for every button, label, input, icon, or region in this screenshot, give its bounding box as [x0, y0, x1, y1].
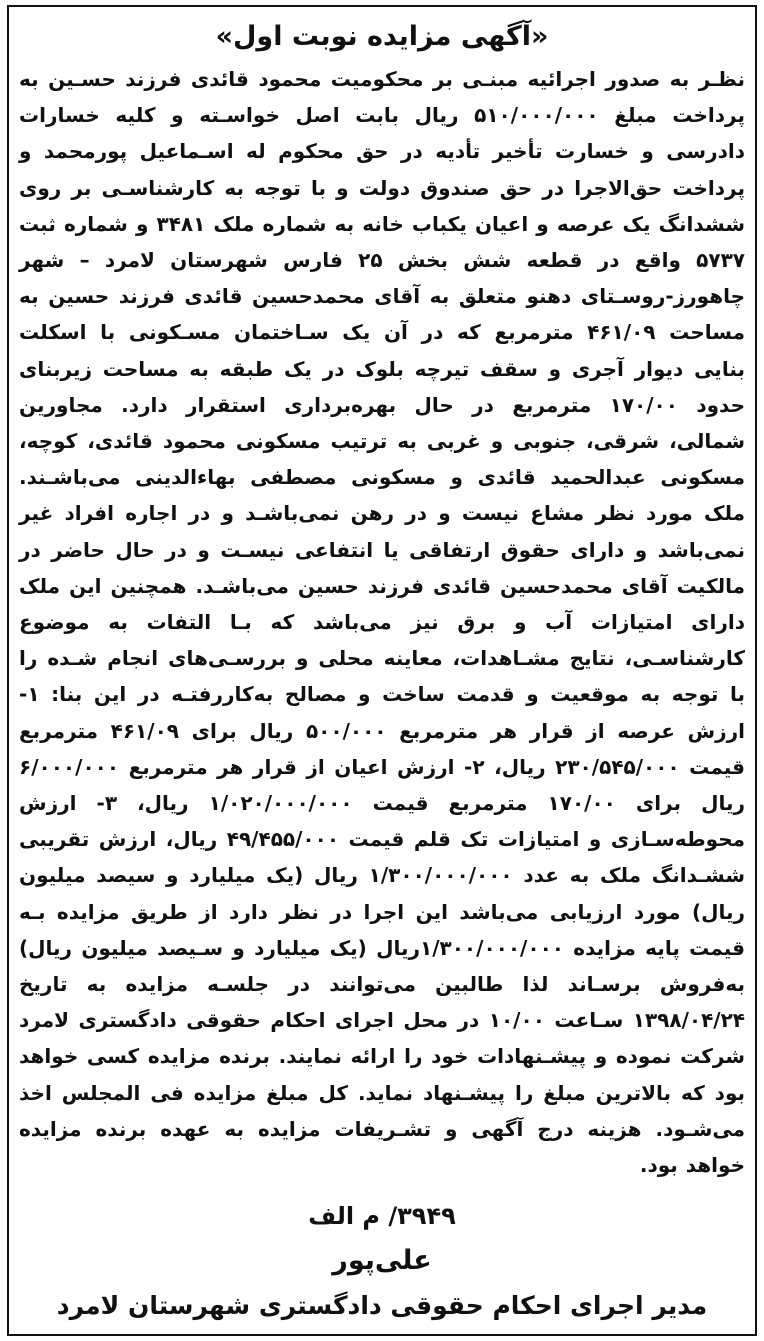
- notice-body: نظـر به صدور اجرائیه مبنـی بر محکومیت محمود قائدی فرزند حسـین به پرداخت مبلغ ۵۱۰/۰۰۰/۰۰۰ ریال بابت اصل خواسـته و کلیه خسارات دادرسی و خسارت تأخیر تأدیه در حق محکوم له اسـماعیل پورمحمد و پرداخت حق‌الاجرا در حق صندوق دولت و با توجه به کارشناسـی بر روی ششدانگ یک عرصه و اعیان یکباب خانه به شماره ملک ۳۴۸۱ و شماره ثبت ۵۷۳۷ واقع در قطعه شش بخش ۲۵ فارس شهرستان لامرد – شهر چاهورز-روسـتای دهنو متعلق به آقای محمدحسین قائدی فرزند حسین به مساحت ۴۶۱/۰۹ مترمربع که در آن یک سـاختمان مسـکونی با اسکلت بنایی دیوار آجری و سقف تیرچه بلوک در یک طبقه به مساحت زیربنای حدود ۱۷۰/۰۰ مترمربع در حال بهره‌برداری استقرار دارد. مجاورین شمالی، شرقی، جنوبی و غربی به ترتیب مسکونی محمود قائدی، کوچه، مسکونی عبدالحمید قائدی و مسکونی مصطفی بهاءالدینی می‌باشـند. ملک مورد نظر مشاع نیست و در رهن نمی‌باشـد و در اجاره افراد غیر نمی‌باشد و دارای حقوق ارتفاقی یا انتفاعی نیسـت و در حال حاضر در مالکیت آقای محمدحسین قائدی فرزند حسین می‌باشـد. همچنین این ملک دارای امتیازات آب و برق نیز می‌باشد که بـا التفات به موضوع کارشناسـی، نتایج مشـاهدات، معاینه محلی و بررسـی‌های انجام شـده را با توجه به موقعیت و قدمت ساخت و مصالح به‌کاررفتـه در این بنا: ۱- ارزش عرصه از قرار هر مترمربع ۵۰۰/۰۰۰ ریال برای ۴۶۱/۰۹ مترمربع قیمت ۲۳۰/۵۴۵/۰۰۰ ریال، ۲- ارزش اعیان از قرار هر مترمربع ۶/۰۰۰/۰۰۰ ریال برای ۱۷۰/۰۰ مترمربع قیمت ۱/۰۲۰/۰۰۰/۰۰۰ ریال، ۳- ارزش محوطه‌سـازی و امتیازات تک قلم قیمت ۴۹/۴۵۵/۰۰۰ ریال، ارزش تقریبی ششـدانگ ملک به عدد ۱/۳۰۰/۰۰۰/۰۰۰ ریال (یک میلیارد و سیصد میلیون ریال) مورد ارزیابی می‌باشد این اجرا در نظر دارد از طریق مزایده بـه قیمت پایه مزایده ۱/۳۰۰/۰۰۰/۰۰۰ریال (یک میلیارد و سـیصد میلیون ریال) به‌فروش برسـاند لذا طالبین می‌توانند در جلسـه مزایده به تاریخ ۱۳۹۸/۰۴/۲۴ سـاعت ۱۰/۰۰ در محل اجرای احکام حقوقی دادگستری لامرد شرکت نموده و پیشـنهادات خود را ارائه نمایند. برنده مزایده کسی خواهد بود که بالاترین مبلغ را پیشـنهاد نماید. کل مبلغ مزایده فی المجلس اخذ می‌شـود. هزینه درج آگهی و تشـریفات مزایده به عهده برنده مزایده خواهد بود.: [19, 67, 746, 1178]
- signer-name: علی‌پور: [332, 1245, 432, 1276]
- notice-frame: [7, 5, 757, 1336]
- notice-title: «آگهی مزایده نوبت اول»: [215, 21, 549, 52]
- signer-title: مدیر اجرای احکام حقوقی دادگستری شهرستان لامرد: [56, 1291, 708, 1320]
- reference-number: ۳۹۴۹/ م الف: [308, 1202, 456, 1230]
- notice-footer: [9, 1196, 755, 1326]
